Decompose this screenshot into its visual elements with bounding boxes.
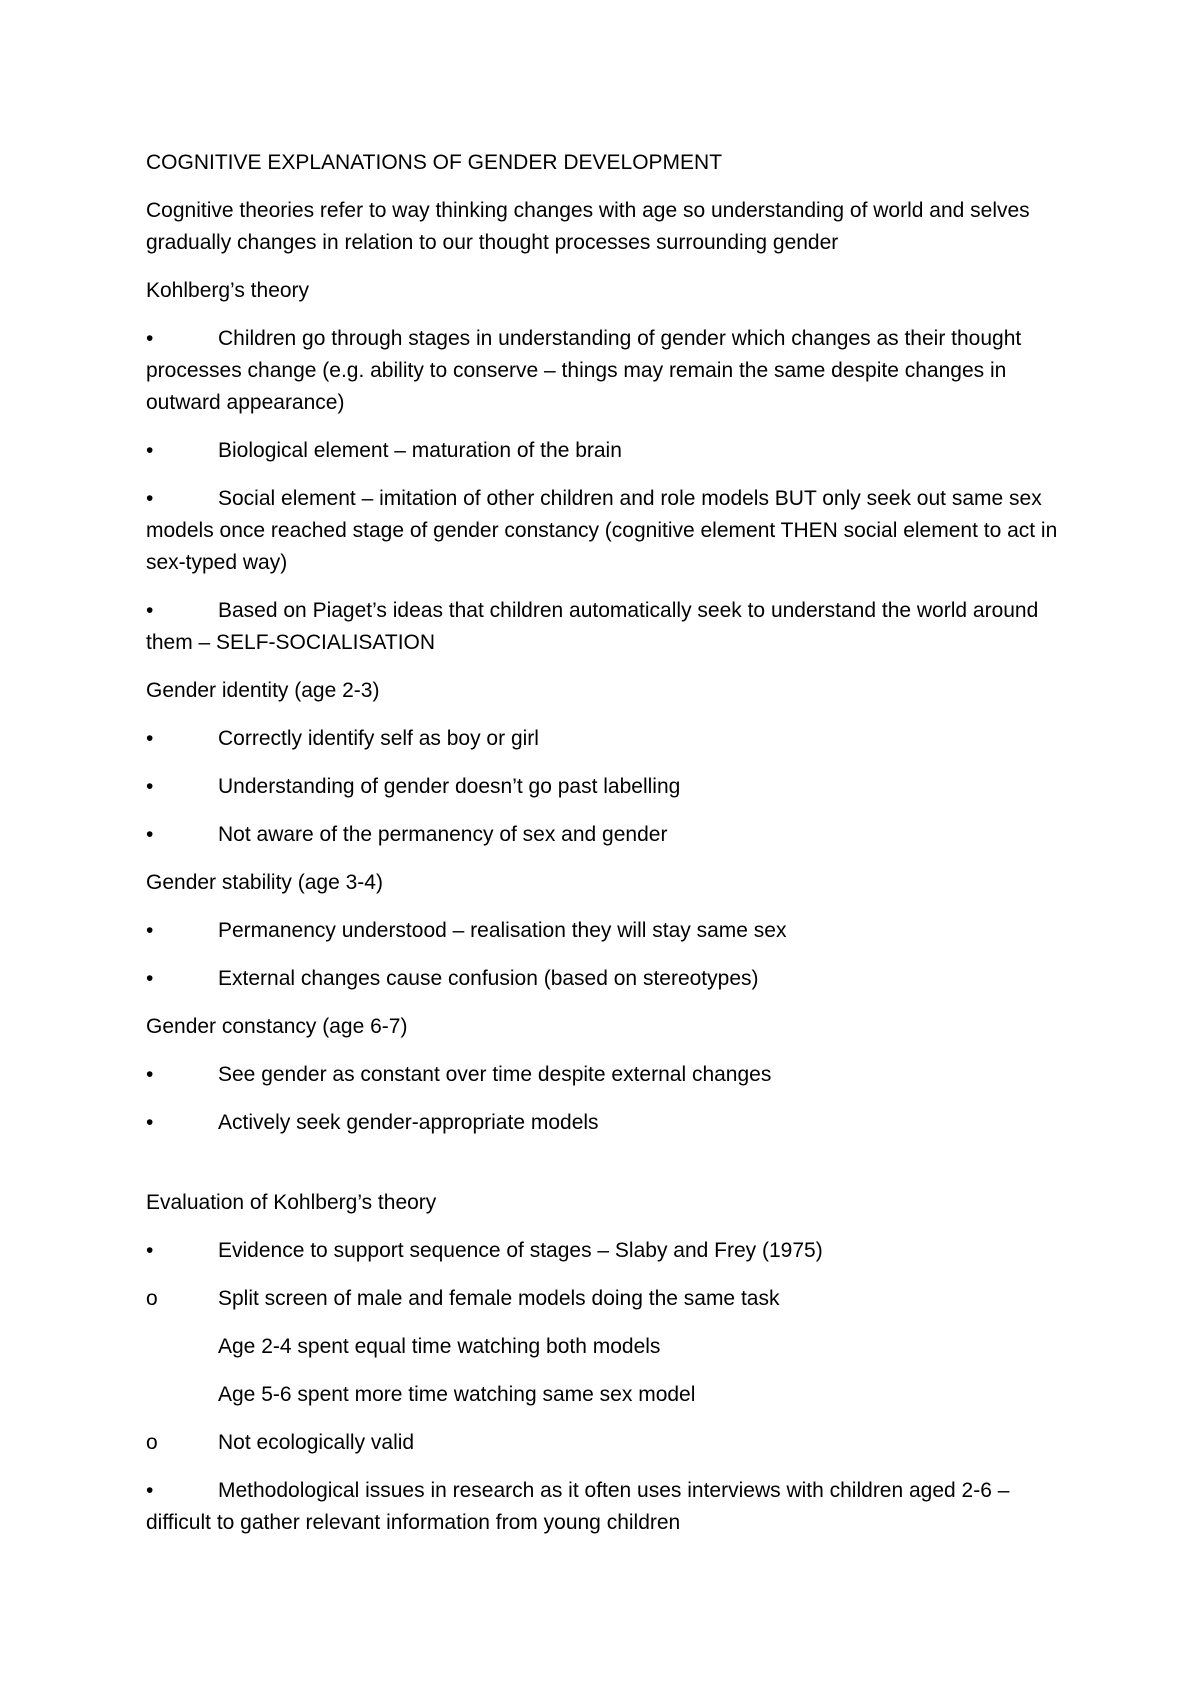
list-item bbox=[146, 323, 1076, 419]
list-item-text: Not aware of the permanency of sex and gender bbox=[218, 823, 668, 846]
list-item bbox=[146, 595, 1076, 659]
bullet-marker: • bbox=[146, 327, 154, 350]
bullet-marker: • bbox=[146, 599, 154, 622]
evaluation-heading: Evaluation of Kohlberg’s theory bbox=[146, 1191, 437, 1214]
list-item bbox=[146, 819, 1076, 851]
gender-stability-heading: Gender stability (age 3-4) bbox=[146, 871, 383, 894]
bullet-marker: • bbox=[146, 727, 154, 750]
list-item-text: Age 2-4 spent equal time watching both models bbox=[218, 1335, 661, 1358]
bullet-marker: • bbox=[146, 967, 154, 990]
list-item-text: Not ecologically valid bbox=[218, 1431, 415, 1454]
list-item-text: Evidence to support sequence of stages – Slaby and Frey (1975) bbox=[218, 1239, 823, 1262]
sub-bullet-marker: o bbox=[146, 1287, 158, 1310]
list-item-text: Age 5-6 spent more time watching same sex model bbox=[218, 1383, 696, 1406]
list-item-text: Based on Piaget’s ideas that children automatically seek to understand the world around them – SELF-SOCIALISATION bbox=[146, 599, 1039, 654]
list-item bbox=[146, 1235, 1076, 1267]
sub-bullet-marker: o bbox=[146, 1431, 158, 1454]
list-item-text: Split screen of male and female models doing the same task bbox=[218, 1287, 780, 1310]
list-item bbox=[146, 723, 1076, 755]
document-title: COGNITIVE EXPLANATIONS OF GENDER DEVELOPMENT bbox=[146, 151, 723, 174]
list-item bbox=[146, 1379, 1076, 1411]
bullet-marker: • bbox=[146, 1239, 154, 1262]
list-item-text: Understanding of gender doesn’t go past labelling bbox=[218, 775, 681, 798]
list-item-text: Social element – imitation of other children and role models BUT only seek out same sex models once reached stage of gender constancy (cognitive element THEN social element to act in sex-typed way) bbox=[146, 487, 1058, 574]
list-item bbox=[146, 915, 1076, 947]
list-item-text: Actively seek gender-appropriate models bbox=[218, 1111, 599, 1134]
bullet-marker: • bbox=[146, 823, 154, 846]
list-item bbox=[146, 963, 1076, 995]
bullet-marker: • bbox=[146, 439, 154, 462]
list-item bbox=[146, 1475, 1076, 1539]
bullet-marker: • bbox=[146, 1111, 154, 1134]
list-item bbox=[146, 435, 1076, 467]
list-item-text: Biological element – maturation of the brain bbox=[218, 439, 622, 462]
list-item bbox=[146, 1427, 1076, 1459]
list-item-text: Permanency understood – realisation they will stay same sex bbox=[218, 919, 787, 942]
intro-paragraph: Cognitive theories refer to way thinking changes with age so understanding of world and selves gradually changes in relation to our thought processes surrounding gender bbox=[146, 199, 1030, 254]
bullet-marker: • bbox=[146, 1063, 154, 1086]
list-item-text: Methodological issues in research as it often uses interviews with children aged 2-6 – difficult to gather relevant information from young children bbox=[146, 1479, 1010, 1534]
list-item bbox=[146, 771, 1076, 803]
bullet-marker: • bbox=[146, 1479, 154, 1502]
list-item-text: External changes cause confusion (based on stereotypes) bbox=[218, 967, 759, 990]
document-body bbox=[146, 147, 1076, 1555]
list-item bbox=[146, 1331, 1076, 1363]
kohlberg-heading: Kohlberg’s theory bbox=[146, 279, 310, 302]
gender-constancy-heading: Gender constancy (age 6-7) bbox=[146, 1015, 408, 1038]
blank-line bbox=[146, 1155, 1076, 1187]
gender-identity-heading: Gender identity (age 2-3) bbox=[146, 679, 380, 702]
bullet-marker: • bbox=[146, 487, 154, 510]
list-item bbox=[146, 483, 1076, 579]
list-item-text: Children go through stages in understanding of gender which changes as their thought processes change (e.g. ability to conserve – things may remain the same despite changes in outward appearance) bbox=[146, 327, 1022, 414]
list-item bbox=[146, 1059, 1076, 1091]
bullet-marker: • bbox=[146, 775, 154, 798]
list-item bbox=[146, 1283, 1076, 1315]
list-item-text: See gender as constant over time despite external changes bbox=[218, 1063, 772, 1086]
list-item-text: Correctly identify self as boy or girl bbox=[218, 727, 539, 750]
list-item bbox=[146, 1107, 1076, 1139]
bullet-marker: • bbox=[146, 919, 154, 942]
